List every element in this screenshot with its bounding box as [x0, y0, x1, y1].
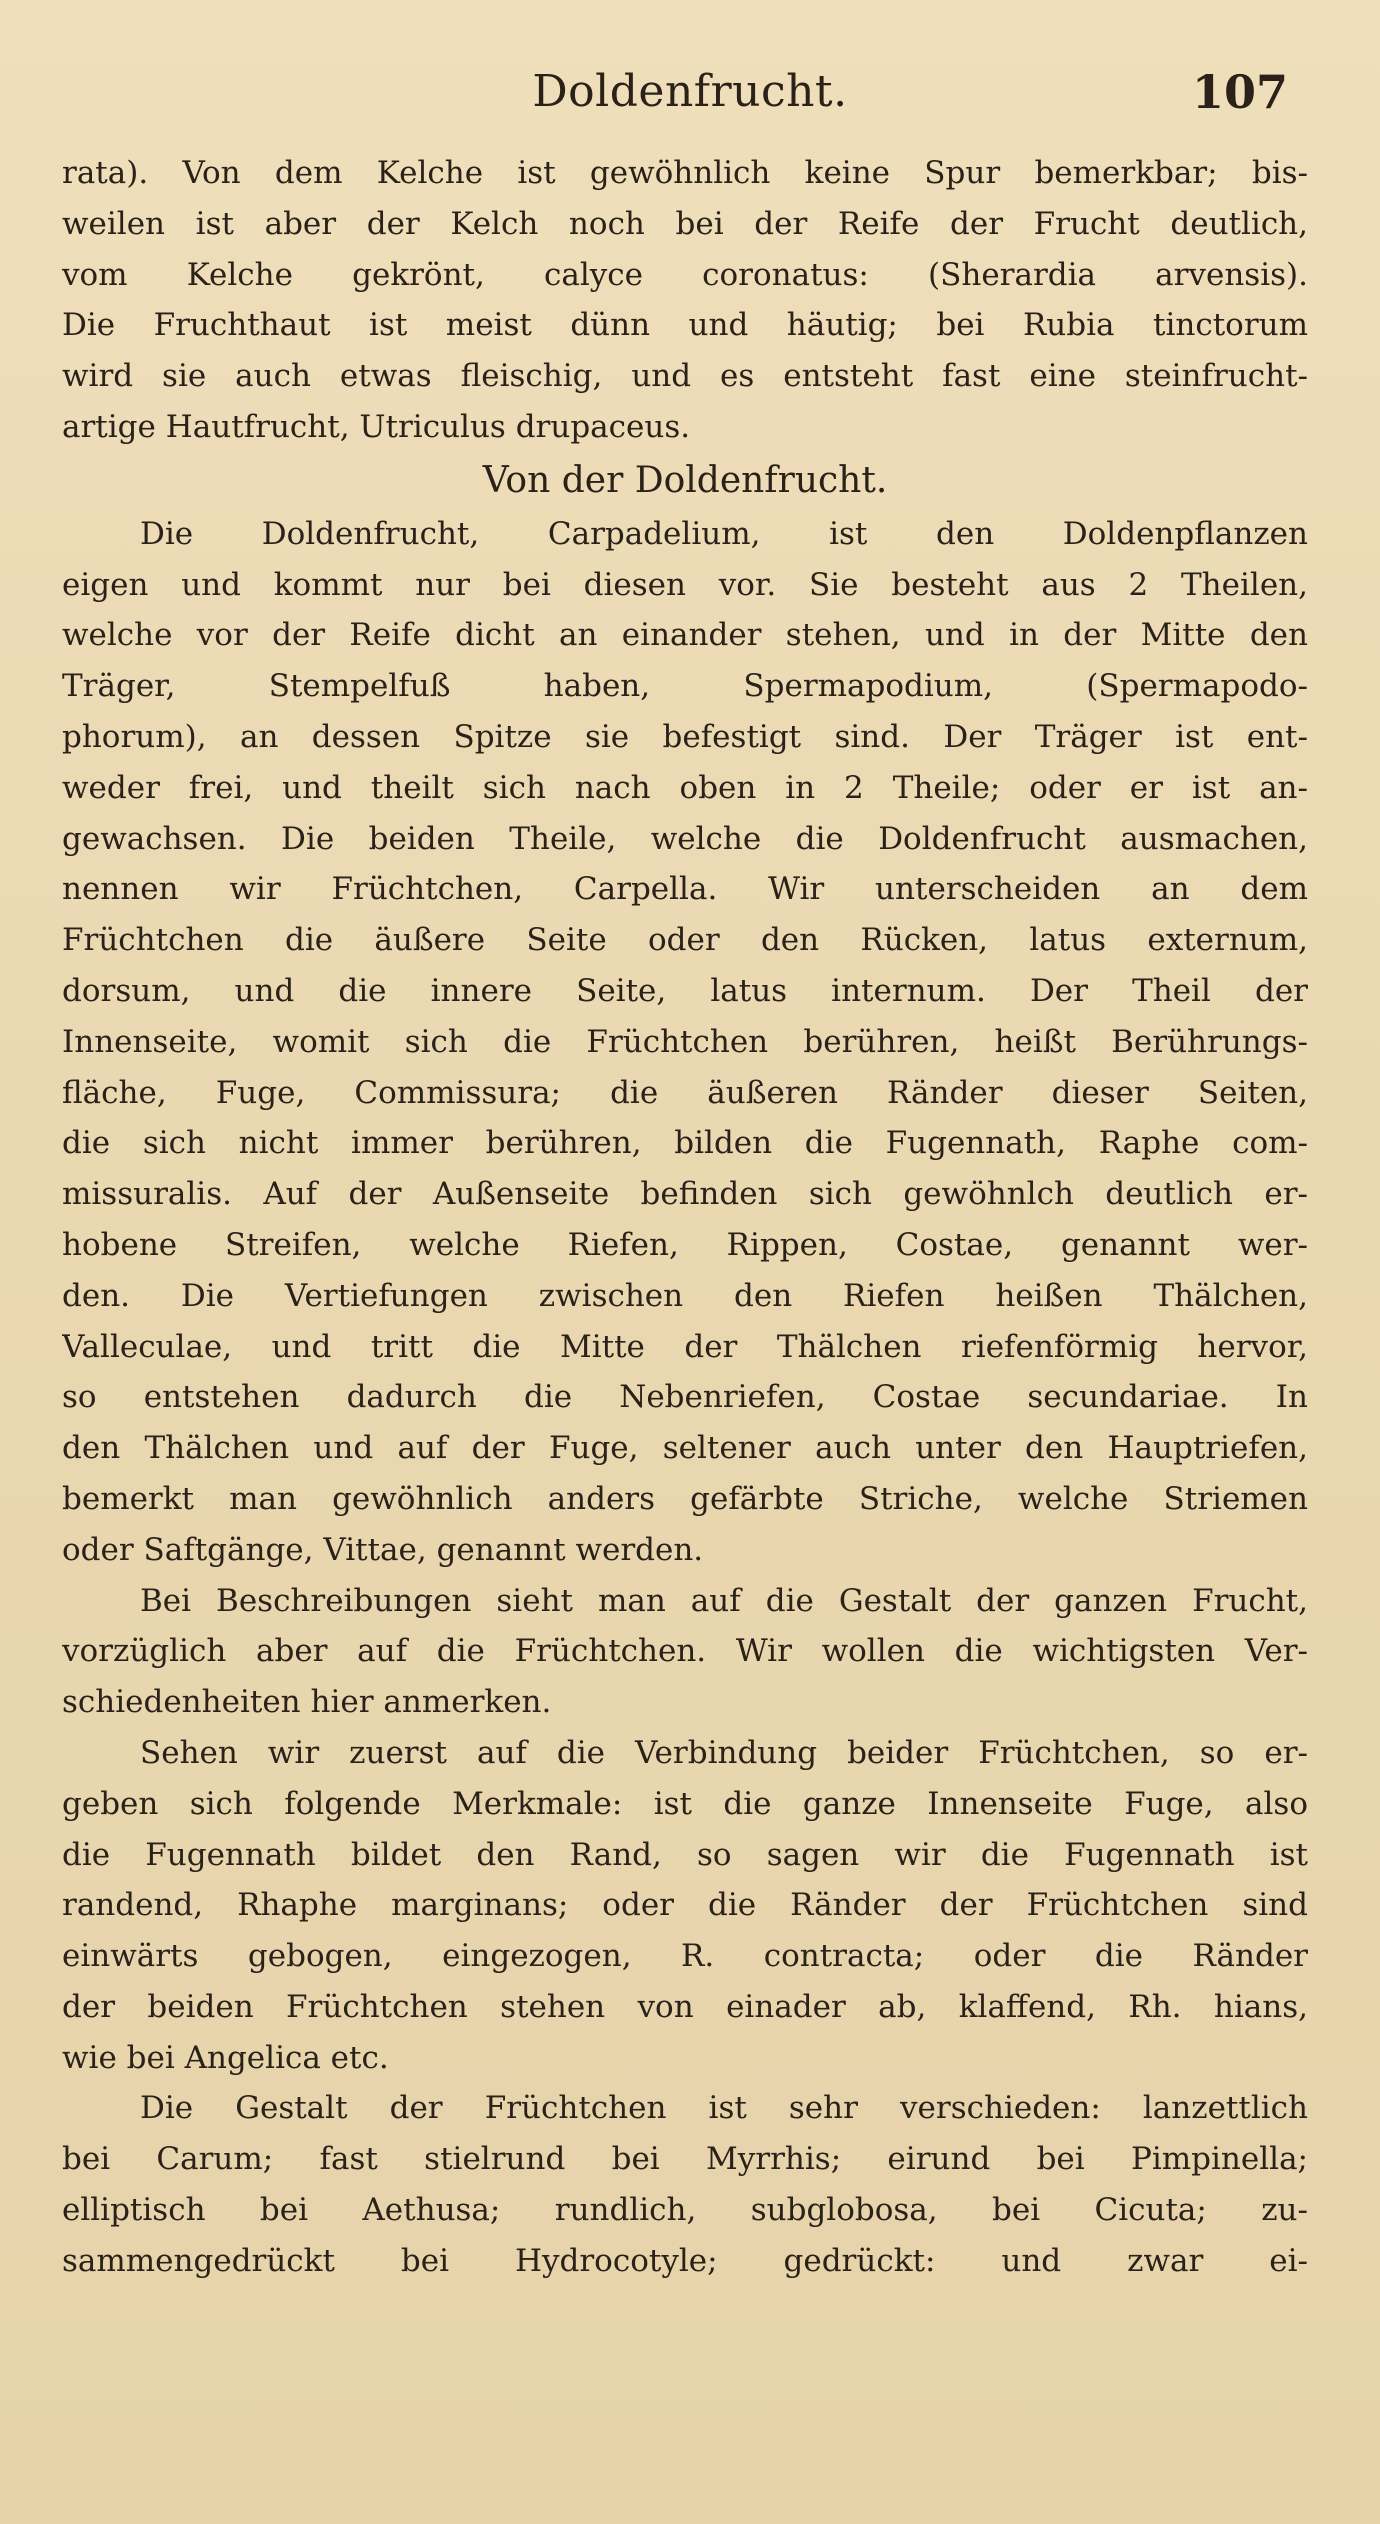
text-line: die sich nicht immer berühren, bilden die Fugennath, Raphe com-	[62, 1125, 1308, 1162]
text-line: so entstehen dadurch die Nebenriefen, Costae secundariae. In	[62, 1379, 1308, 1416]
text-line: Die Doldenfrucht, Carpadelium, ist den Doldenpflanzen	[140, 515, 1308, 552]
text-line: sammengedrückt bei Hydrocotyle; gedrückt: und zwar ei-	[62, 2242, 1308, 2279]
text-line: welche vor der Reife dicht an einander stehen, und in der Mitte den	[62, 617, 1308, 654]
text-line: bemerkt man gewöhnlich anders gefärbte Striche, welche Striemen	[62, 1480, 1308, 1517]
text-line: Die Gestalt der Früchtchen ist sehr verschieden: lanzettlich	[140, 2090, 1308, 2127]
text-line: nennen wir Früchtchen, Carpella. Wir unterscheiden an dem	[62, 871, 1308, 908]
text-line: vom Kelche gekrönt, calyce coronatus: (Sherardia arvensis).	[62, 256, 1308, 293]
text-line: missuralis. Auf der Außenseite befinden sich gewöhnlch deutlich er-	[62, 1176, 1308, 1213]
text-line: Früchtchen die äußere Seite oder den Rücken, latus externum,	[62, 922, 1308, 959]
text-line: Sehen wir zuerst auf die Verbindung beider Früchtchen, so er-	[140, 1734, 1308, 1771]
text-line: eigen und kommt nur bei diesen vor. Sie besteht aus 2 Theilen,	[62, 566, 1308, 603]
text-line: wird sie auch etwas fleischig, und es entsteht fast eine steinfrucht-	[62, 358, 1308, 395]
text-line: den. Die Vertiefungen zwischen den Riefen heißen Thälchen,	[62, 1277, 1308, 1314]
body-text	[62, 148, 1308, 2287]
text-line: wie bei Angelica etc.	[62, 2039, 389, 2076]
page-header	[62, 62, 1318, 122]
text-line: Innenseite, womit sich die Früchtchen berühren, heißt Berührungs-	[62, 1023, 1308, 1060]
text-line: randend, Rhaphe marginans; oder die Ränder der Früchtchen sind	[62, 1887, 1308, 1924]
text-line: bei Carum; fast stielrund bei Myrrhis; eirund bei Pimpinella;	[62, 2141, 1308, 2178]
text-line: den Thälchen und auf der Fuge, seltener auch unter den Hauptriefen,	[62, 1430, 1308, 1467]
text-line: elliptisch bei Aethusa; rundlich, subglobosa, bei Cicuta; zu-	[62, 2192, 1308, 2229]
text-line: rata). Von dem Kelche ist gewöhnlich keine Spur bemerkbar; bis-	[62, 155, 1308, 191]
page-number: 107	[1191, 65, 1288, 119]
text-line: Träger, Stempelfuß haben, Spermapodium, (Spermapodo-	[62, 668, 1308, 705]
text-line: Valleculae, und tritt die Mitte der Thälchen riefenförmig hervor,	[62, 1328, 1308, 1365]
text-line: die Fugennath bildet den Rand, so sagen wir die Fugennath ist	[62, 1836, 1308, 1873]
text-line: fläche, Fuge, Commissura; die äußeren Ränder dieser Seiten,	[62, 1074, 1308, 1111]
text-line: artige Hautfrucht, Utriculus drupaceus.	[62, 408, 691, 445]
text-line: phorum), an dessen Spitze sie befestigt sind. Der Träger ist ent-	[62, 718, 1308, 755]
text-line: Die Fruchthaut ist meist dünn und häutig; bei Rubia tinctorum	[62, 307, 1308, 344]
section-heading: Von der Doldenfrucht.	[482, 459, 888, 501]
text-line: weder frei, und theilt sich nach oben in 2 Theile; oder er ist an-	[62, 769, 1308, 806]
text-line: vorzüglich aber auf die Früchtchen. Wir wollen die wichtigsten Ver-	[62, 1633, 1308, 1670]
text-line: oder Saftgänge, Vittae, genannt werden.	[62, 1531, 704, 1568]
text-line: weilen ist aber der Kelch noch bei der Reife der Frucht deutlich,	[62, 205, 1308, 242]
text-line: geben sich folgende Merkmale: ist die ganze Innenseite Fuge, also	[62, 1785, 1308, 1822]
text-line: dorsum, und die innere Seite, latus internum. Der Theil der	[62, 972, 1308, 1009]
text-line: Bei Beschreibungen sieht man auf die Gestalt der ganzen Frucht,	[140, 1582, 1308, 1619]
text-line: gewachsen. Die beiden Theile, welche die Doldenfrucht ausmachen,	[62, 820, 1308, 857]
text-line: hobene Streifen, welche Riefen, Rippen, Costae, genannt wer-	[62, 1226, 1308, 1263]
running-title: Doldenfrucht.	[532, 66, 848, 117]
text-line: schiedenheiten hier anmerken.	[62, 1684, 552, 1721]
text-line: der beiden Früchtchen stehen von einader ab, klaffend, Rh. hians,	[62, 1988, 1308, 2025]
text-line: einwärts gebogen, eingezogen, R. contracta; oder die Ränder	[62, 1938, 1308, 1975]
